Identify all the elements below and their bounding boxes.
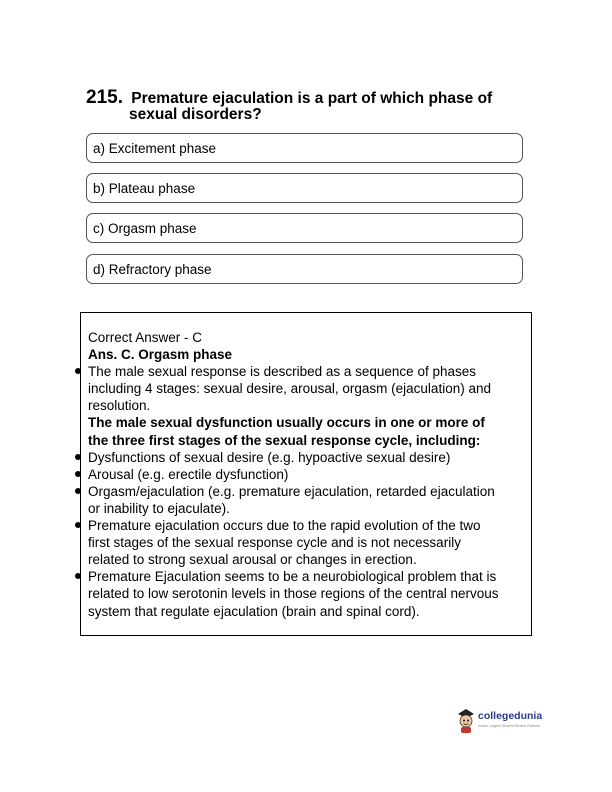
option-d[interactable]: d) Refractory phase <box>86 254 523 284</box>
bullet-continuation: or inability to ejaculate). <box>88 500 230 516</box>
bullet-item: Orgasm/ejaculation (e.g. premature ejaculation, retarded ejaculation <box>88 483 523 500</box>
bullet-continuation: first stages of the sexual response cycle and is not necessarily <box>88 535 461 551</box>
question-text-line2: sexual disorders? <box>129 106 262 123</box>
correct-answer: Correct Answer - C <box>88 330 203 345</box>
bold-statement: the three first stages of the sexual response cycle, including: <box>88 432 481 448</box>
bullet-item: Arousal (e.g. erectile dysfunction) <box>88 466 523 483</box>
logo-tagline: India's Largest Student Review Platform <box>478 724 541 728</box>
bullet-item: The male sexual response is described as a sequence of phases <box>88 363 523 380</box>
bullet-item: Premature Ejaculation seems to be a neurobiological problem that is <box>88 568 523 585</box>
bullet-continuation: system that regulate ejaculation (brain and spinal cord). <box>88 603 420 619</box>
bullet-item: Dysfunctions of sexual desire (e.g. hypoactive sexual desire) <box>88 449 523 466</box>
answer-box <box>80 312 532 636</box>
option-b[interactable]: b) Plateau phase <box>86 173 523 203</box>
collegedunia-logo <box>456 708 556 736</box>
option-c[interactable]: c) Orgasm phase <box>86 213 523 243</box>
bullet-item: Premature ejaculation occurs due to the rapid evolution of the two <box>88 517 523 534</box>
mascot-icon <box>456 708 476 734</box>
bullet-continuation: related to low serotonin levels in those regions of the central nervous <box>88 586 499 602</box>
bullet-continuation: resolution. <box>88 398 151 414</box>
option-a[interactable]: a) Excitement phase <box>86 133 523 163</box>
question-number: 215. <box>86 87 123 108</box>
question <box>86 87 556 123</box>
bold-statement: The male sexual dysfunction usually occurs in one or more of <box>88 415 485 431</box>
logo-name: collegedunia <box>478 710 543 722</box>
answer-title: Ans. C. Orgasm phase <box>88 347 233 363</box>
bullet-continuation: including 4 stages: sexual desire, arousal, orgasm (ejaculation) and <box>88 381 491 397</box>
bullet-continuation: related to strong sexual arousal or changes in erection. <box>88 552 417 568</box>
question-text-line1: Premature ejaculation is a part of which phase of <box>131 90 493 107</box>
